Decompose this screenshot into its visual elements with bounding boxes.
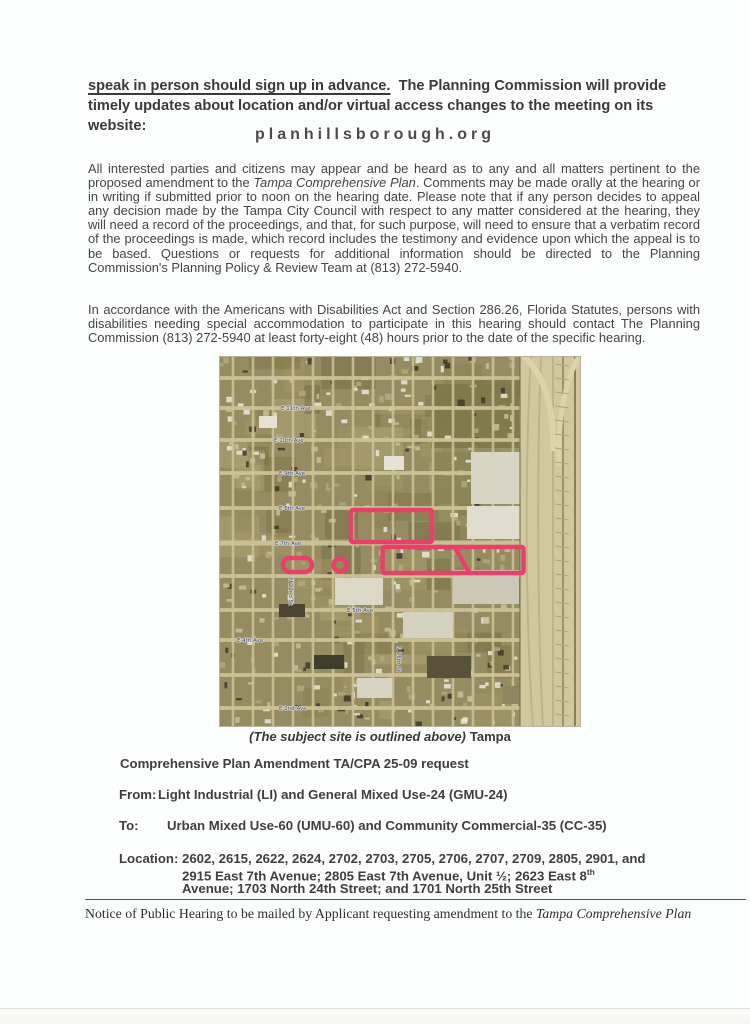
amendment-title: Comprehensive Plan Amendment TA/CPA 25-09 request: [120, 756, 469, 771]
svg-text:E 9th Ave: E 9th Ave: [279, 471, 306, 477]
location-value: [182, 851, 645, 896]
svg-text:E 7th Ave: E 7th Ave: [275, 541, 302, 547]
aerial-map: [219, 356, 581, 727]
footer-italic-plan-name: Tampa Comprehensive Plan: [535, 906, 692, 921]
location-line-2-superscript: th: [586, 867, 595, 877]
svg-text:E 2nd Ave: E 2nd Ave: [279, 706, 307, 712]
heading-underlined-text: speak in person should sign up in advance.: [88, 78, 391, 94]
from-label: From:: [119, 787, 157, 802]
svg-text:E 4th Ave: E 4th Ave: [237, 638, 264, 644]
location-line-3: Avenue; 1703 North 24th Street; and 1701 North 25th Street: [182, 880, 553, 896]
footer-text: Notice of Public Hearing to be mailed by Applicant requesting amendment to the: [85, 906, 536, 921]
aerial-map-svg: [219, 356, 581, 727]
paragraph1-before: All interested parties and citizens may appear and be heard as to any and all matters pertinent to the proposed amendment to the: [88, 161, 700, 191]
svg-text:N 22nd St: N 22nd St: [287, 578, 293, 606]
from-value: Light Industrial (LI) and General Mixed Use-24 (GMU-24): [158, 787, 508, 802]
to-label: To:: [119, 818, 139, 833]
map-caption-italic: (The subject site is outlined above): [249, 729, 466, 744]
location-label: Location:: [119, 851, 179, 866]
website-url: planhillsborough.org: [255, 126, 495, 143]
svg-text:N 26th St: N 26th St: [395, 646, 401, 672]
amendment-to-row: [119, 818, 719, 833]
location-line-1: 2602, 2615, 2622, 2624, 2702, 2703, 2705, 2706, 2707, 2709, 2805, 2901, and: [182, 851, 646, 866]
scan-bottom-edge-artifact: [0, 1008, 750, 1024]
location-line-2-text: 2915 East 7th Avenue; 2805 East 7th Avenue, Unit ½; 2623 East 8: [182, 868, 587, 884]
paragraph-ada-notice: In accordance with the Americans with Disabilities Act and Section 286.26, Florida Statutes, persons with disabilities needing special accommodation to participate in this hearing should contact The Planning Commission (813) 272-5940 at least forty-eight (48) hours prior to the date of the specific hearing.: [88, 302, 700, 346]
footer-divider-line: [85, 899, 746, 900]
svg-text:E 5th Ave: E 5th Ave: [347, 608, 374, 614]
paragraph-hearing-rights: [88, 162, 700, 275]
svg-text:E 8th Ave: E 8th Ave: [279, 506, 306, 512]
to-value: Urban Mixed Use-60 (UMU-60) and Community Commercial-35 (CC-35): [167, 818, 607, 833]
paragraph1-italic-plan-name: Tampa Comprehensive Plan: [253, 175, 416, 191]
svg-text:E 11th Ave: E 11th Ave: [281, 406, 311, 412]
paragraph1-after: . Comments may be made orally at the hearing or in writing if submitted prior to noon on the hearing date. Please note that if any person decides to appeal any decision made by the Tampa City Council with respect to any matter considered at the hearing, they will need a record of the proceedings, and that, for such purpose, will need to ensure that a verbatim record of the proceedings is made, which record includes the testimony and evidence upon which the appeal is to be based. Questions or requests for additional information should be directed to the Planning Commission's Planning Policy & Review Team at (813) 272-5940.: [88, 175, 701, 275]
heading-rest-text: The Planning Commission will provide timely updates about location and/or virtual access changes to the meeting on its website:: [88, 78, 667, 134]
amendment-location-row: [119, 851, 719, 896]
footer-note: [85, 906, 735, 922]
amendment-from-row: [119, 787, 719, 802]
svg-text:E 10th Ave: E 10th Ave: [274, 438, 304, 444]
map-caption: [185, 729, 575, 744]
map-caption-suffix: Tampa: [469, 729, 511, 744]
